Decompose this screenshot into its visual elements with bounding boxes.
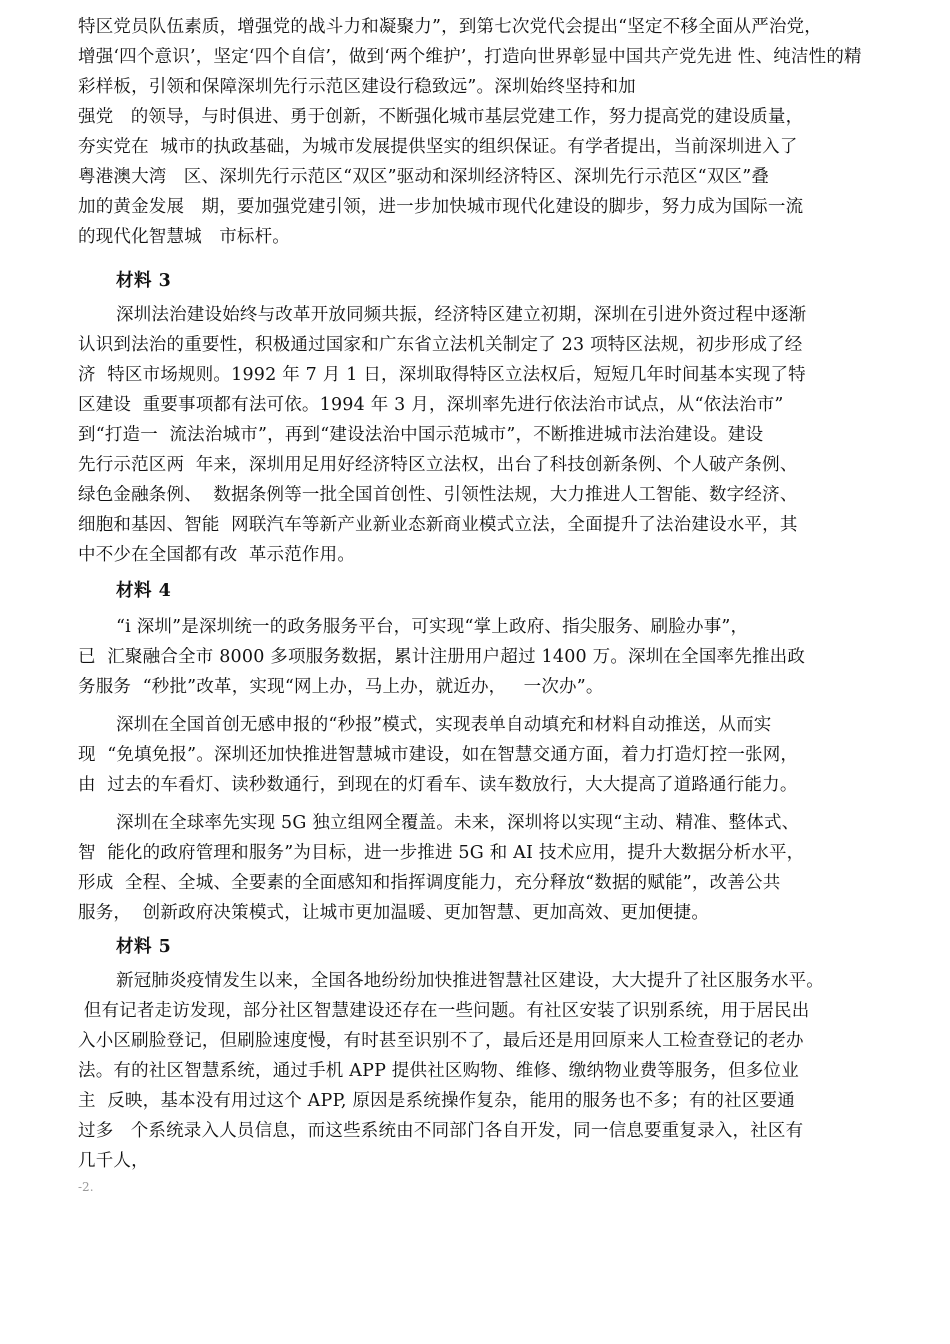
material-3-paragraph [78, 300, 878, 570]
text-line: 主 反映，基本没有用过这个 APP, 原因是系统操作复杂，能用的服务也不多；有的社区要通 [78, 1091, 795, 1111]
text-line: 深圳在全国首创无感申报的“秒报”模式，实现表单自动填充和材料自动推送，从而实 [116, 715, 772, 735]
document-page [78, 12, 878, 1176]
material-3-heading: 材料 3 [116, 271, 172, 291]
text-line: 绿色金融条例、 数据条例等一批全国首创性、引领性法规，大力推进人工智能、数字经济、 [78, 485, 798, 505]
text-line: 的现代化智慧城 市标杆。 [78, 227, 290, 247]
text-line: 务服务 “秒批”改革，实现“网上办，马上办，就近办， 一次办”。 [78, 677, 604, 697]
spacer [78, 252, 878, 266]
text-line: 入小区刷脸登记，但刷脸速度慢，有时甚至识别不了，最后还是用回原来人工检查登记的老办 [78, 1031, 804, 1051]
text-line: 粤港澳大湾 区、深圳先行示范区“双区”驱动和深圳经济特区、深圳先行示范区“双区”叠 [78, 167, 770, 187]
text-line: 已 汇聚融合全市 8000 多项服务数据，累计注册用户超过 1400 万。深圳在全国率先推出政 [78, 647, 806, 667]
text-line: 深圳法治建设始终与改革开放同频共振，经济特区建立初期，深圳在引进外资过程中逐渐 [116, 305, 807, 325]
material-4-paragraph-1 [78, 612, 878, 702]
text-line: 由 过去的车看灯、读秒数通行，到现在的灯看车、读车数放行，大大提高了道路通行能力。 [78, 775, 798, 795]
text-line: 强党 的领导，与时俱进、勇于创新，不断强化城市基层党建工作，努力提高党的建设质量， [78, 107, 804, 127]
material-5-heading: 材料 5 [116, 937, 172, 957]
text-line: 加的黄金发展 期，要加强党建引领，进一步加快城市现代化建设的脚步，努力成为国际一流 [78, 197, 804, 217]
text-line: 区建设 重要事项都有法可依。1994 年 3 月，深圳率先进行依法治市试点，从“依法治市” [78, 395, 784, 415]
spacer [78, 702, 878, 710]
text-line: 先行示范区两 年来，深圳用足用好经济特区立法权，出台了科技创新条例、个人破产条例、 [78, 455, 798, 475]
text-line: 几千人， [78, 1151, 149, 1171]
text-line: 过多 个系统录入人员信息，而这些系统由不同部门各自开发，同一信息要重复录入，社区有 [78, 1121, 804, 1141]
text-line: 服务， 创新政府决策模式，让城市更加温暖、更加智慧、更加高效、更加便捷。 [78, 903, 710, 923]
text-line: 增强‘四个意识’，坚定‘四个自信’，做到‘两个维护’，打造向世界彰显中国共产党先进 性、纯洁性的精彩样板，引领和保障深圳先行示范区建设行稳致远”。深圳始终坚持和加 [78, 47, 862, 97]
material-4-paragraph-2 [78, 710, 878, 800]
spacer [78, 800, 878, 808]
material-5-paragraph [78, 966, 878, 1176]
text-line: 到“打造一 流法治城市”，再到“建设法治中国示范城市”，不断推进城市法治建设。建设 [78, 425, 764, 445]
text-line: 中不少在全国都有改 革示范作用。 [78, 545, 356, 565]
text-line: 现 “免填免报”。深圳还加快推进智慧城市建设，如在智慧交通方面，着力打造灯控一张网， [78, 745, 799, 765]
text-line: 济 特区市场规则。1992 年 7 月 1 日，深圳取得特区立法权后，短短几年时间基本实现了特 [78, 365, 806, 385]
text-line: 新冠肺炎疫情发生以来，全国各地纷纷加快推进智慧社区建设，大大提升了社区服务水平。 [116, 971, 824, 991]
text-line: 特区党员队伍素质，增强党的战斗力和凝聚力”，到第七次党代会提出“坚定不移全面从严治党， [78, 17, 822, 37]
material-4-heading: 材料 4 [116, 581, 172, 601]
text-line: 法。有的社区智慧系统，通过手机 APP 提供社区购物、维修、缴纳物业费等服务，但多位业 [78, 1061, 799, 1081]
text-line: 深圳在全球率先实现 5G 独立组网全覆盖。未来，深圳将以实现“主动、精准、整体式、 [116, 813, 800, 833]
text-line: 细胞和基因、智能 网联汽车等新产业新业态新商业模式立法，全面提升了法治建设水平，其 [78, 515, 798, 535]
text-line: 智 能化的政府管理和服务”为目标，进一步推进 5G 和 AI 技术应用，提升大数据分析水平， [78, 843, 805, 863]
material-4-paragraph-3 [78, 808, 878, 928]
text-line: “i 深圳”是深圳统一的政务服务平台，可实现“掌上政府、指尖服务、刷脸办事”， [116, 617, 749, 637]
text-line: 形成 全程、全城、全要素的全面感知和指挥调度能力，充分释放“数据的赋能”，改善公共 [78, 873, 781, 893]
text-line: 认识到法治的重要性，积极通过国家和广东省立法机关制定了 23 项特区法规，初步形成了经 [78, 335, 803, 355]
text-line: 但有记者走访发现，部分社区智慧建设还存在一些问题。有社区安装了识别系统，用于居民出 [78, 1001, 810, 1021]
intro-paragraph [78, 12, 878, 252]
text-line: 夯实党在 城市的执政基础，为城市发展提供坚实的组织保证。有学者提出，当前深圳进入了 [78, 137, 798, 157]
page-number: -2. [78, 1180, 94, 1194]
